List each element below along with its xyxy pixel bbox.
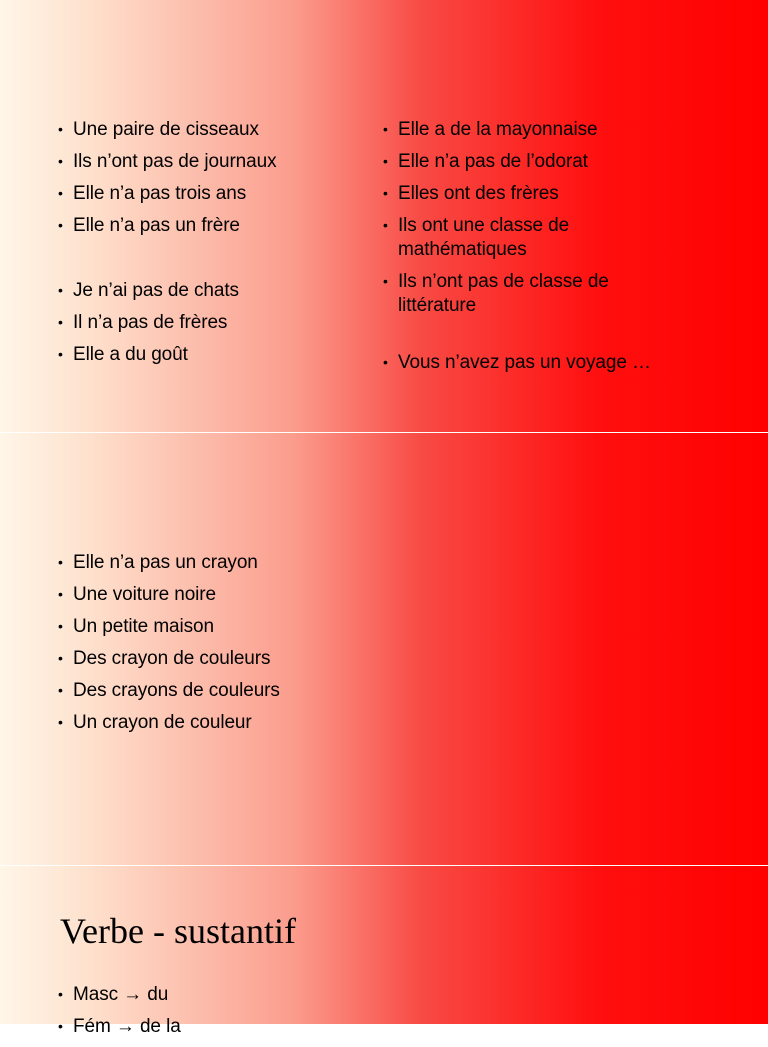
- list-item: • Elles ont des frères: [383, 182, 683, 206]
- list-item: • Masc → du: [58, 983, 358, 1007]
- list-item: • Elle n’a pas de l’odorat: [383, 150, 683, 174]
- list-item: • Des crayon de couleurs: [58, 647, 358, 671]
- list-item: • Ils n’ont pas de classe de littérature: [383, 270, 648, 318]
- list-item: • Un crayon de couleur: [58, 711, 358, 735]
- list-item: • Elle a de la mayonnaise: [383, 118, 683, 142]
- slide-3: [0, 866, 768, 1037]
- bullet-list: [58, 983, 358, 1047]
- list-item: • Elle n’a pas un crayon: [58, 551, 358, 575]
- list-item: • Fém → de la: [58, 1015, 358, 1039]
- slide-2: [0, 433, 768, 865]
- list-item: • Des crayons de couleurs: [58, 679, 358, 703]
- bullet-list-right: [383, 118, 683, 383]
- list-item: • Ils n’ont pas de journaux: [58, 150, 358, 174]
- bullet-list-left-a: [58, 118, 358, 246]
- slide-1: [0, 0, 768, 432]
- list-item: • Vous n’avez pas un voyage …: [383, 351, 683, 375]
- bullet-list-left-b: [58, 279, 358, 375]
- bullet-list: [58, 551, 358, 743]
- list-item: • Elle n’a pas un frère: [58, 214, 358, 238]
- list-item: • Un petite maison: [58, 615, 358, 639]
- list-item: • Ils ont une classe de mathématiques: [383, 214, 608, 262]
- list-item: • Une voiture noire: [58, 583, 358, 607]
- slide-title: Verbe - sustantif: [60, 911, 296, 951]
- list-item: • Il n’a pas de frères: [58, 311, 358, 335]
- list-item: • Elle a du goût: [58, 343, 358, 367]
- list-item: • Elle n’a pas trois ans: [58, 182, 358, 206]
- list-item: • Une paire de cisseaux: [58, 118, 358, 142]
- list-item: • Je n’ai pas de chats: [58, 279, 358, 303]
